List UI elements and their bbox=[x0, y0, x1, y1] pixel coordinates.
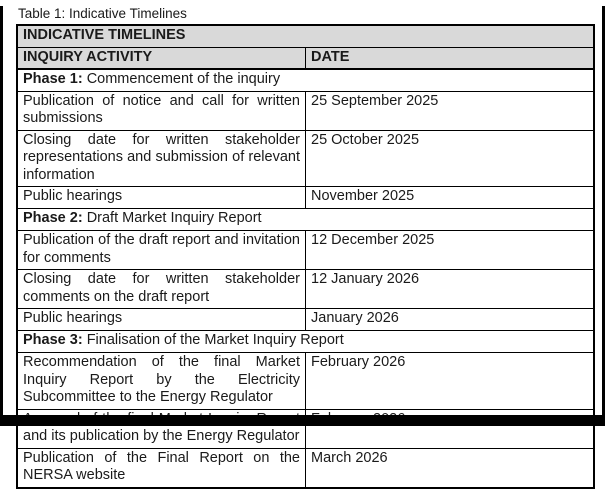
page-bottom-border bbox=[0, 415, 605, 426]
phase-3-label: Phase 3: bbox=[23, 332, 83, 348]
phase-2-text: Draft Market Inquiry Report bbox=[86, 210, 262, 226]
activity-cell: Recommendation of the final Market Inquiry Report by the Electricity Subcommittee to the Energy Regulator bbox=[17, 353, 306, 410]
date-cell: 25 October 2025 bbox=[306, 130, 595, 187]
activity-cell: Public hearings bbox=[17, 309, 306, 331]
activity-cell: and its publication by the Energy Regulator bbox=[17, 409, 306, 448]
activity-cell: Closing date for written stakeholder comments on the draft report bbox=[17, 270, 306, 309]
table-row bbox=[17, 231, 594, 270]
table-row bbox=[17, 130, 594, 187]
activity-cell: Publication of notice and call for written submissions bbox=[17, 91, 306, 130]
column-header-date: DATE bbox=[306, 47, 595, 69]
activity-cell: Publication of the Final Report on the NERSA website bbox=[17, 448, 306, 488]
column-header-inquiry-activity: INQUIRY ACTIVITY bbox=[17, 47, 306, 69]
table-row bbox=[17, 270, 594, 309]
date-cell: 12 January 2026 bbox=[306, 270, 595, 309]
date-cell: February 2026 bbox=[306, 353, 595, 410]
table-row bbox=[17, 91, 594, 130]
phase-3-row bbox=[17, 331, 594, 353]
phase-2-cell bbox=[17, 209, 594, 231]
activity-cell: Closing date for written stakeholder representations and submission of relevant information bbox=[17, 130, 306, 187]
table-title-row bbox=[17, 25, 594, 47]
document-page bbox=[0, 6, 605, 483]
phase-3-cell bbox=[17, 331, 594, 353]
phase-2-row bbox=[17, 209, 594, 231]
date-cell: January 2026 bbox=[306, 309, 595, 331]
activity-cell: Publication of the draft report and invitation for comments bbox=[17, 231, 306, 270]
date-cell: 25 September 2025 bbox=[306, 91, 595, 130]
activity-cell: Public hearings bbox=[17, 187, 306, 209]
phase-1-cell bbox=[17, 69, 594, 91]
table-row bbox=[17, 448, 594, 488]
table-title: INDICATIVE TIMELINES bbox=[17, 25, 594, 47]
column-header-row bbox=[17, 47, 594, 69]
table-row bbox=[17, 309, 594, 331]
table-row bbox=[17, 187, 594, 209]
phase-1-row bbox=[17, 69, 594, 91]
table-caption: Table 1: Indicative Timelines bbox=[18, 6, 187, 21]
date-cell: 12 December 2025 bbox=[306, 231, 595, 270]
phase-2-label: Phase 2: bbox=[23, 210, 83, 226]
date-cell: November 2025 bbox=[306, 187, 595, 209]
phase-3-text: Finalisation of the Market Inquiry Report bbox=[86, 332, 344, 348]
table-row bbox=[17, 353, 594, 410]
phase-1-label: Phase 1: bbox=[23, 71, 83, 87]
phase-1-text: Commencement of the inquiry bbox=[86, 71, 281, 87]
date-cell: March 2026 bbox=[306, 448, 595, 488]
